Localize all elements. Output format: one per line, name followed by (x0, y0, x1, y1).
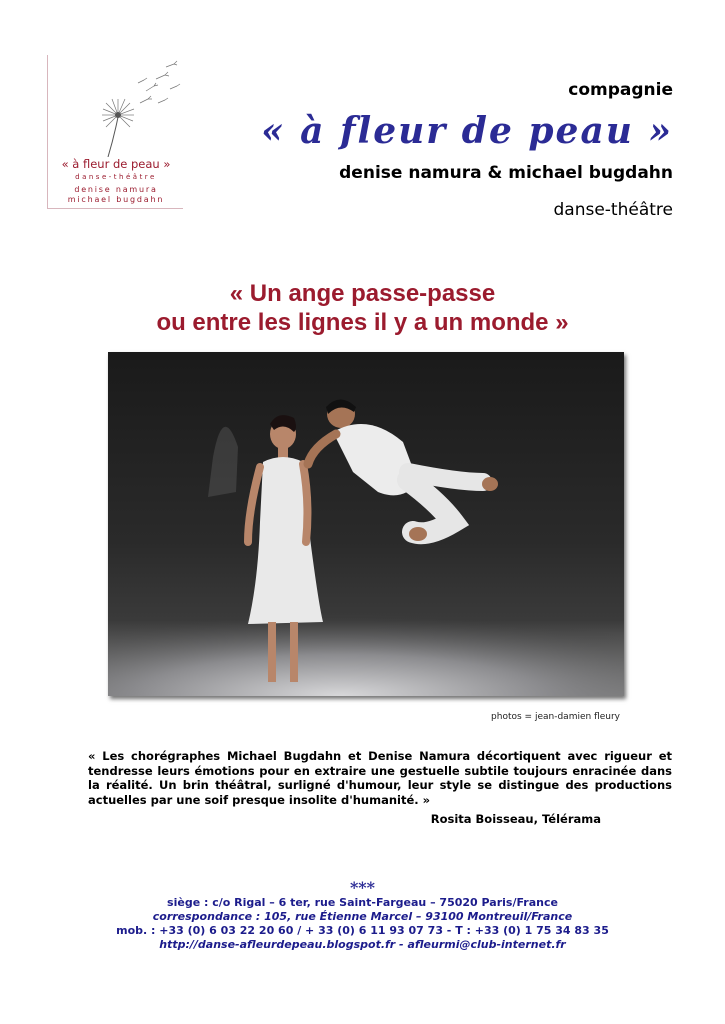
logo-title: « à fleur de peau » (61, 157, 171, 171)
footer-web-link[interactable]: http://danse-afleurdepeau.blogspot.fr - afleurmi@club-internet.fr (159, 938, 566, 951)
logo-name-1: denise namura (74, 185, 158, 194)
company-logo (47, 55, 183, 209)
compagnie-label: compagnie (568, 80, 673, 100)
logo-subtitle: danse-théâtre (75, 173, 157, 181)
quote-author: Rosita Boisseau, Télérama (430, 812, 601, 826)
logo-name-2: michael bugdahn (67, 195, 165, 204)
performance-photo (108, 352, 624, 696)
press-quote: « Les chorégraphes Michael Bugdahn et Denise Namura décortiquent avec rigueur et tendresse leurs émotions pour en extraire une gestuelle subtile toujours enracinée dans la réalité. Un brin théâtral, surligné d'humour, leur style se distingue des productions actuelles par une soif presque insolite d'humanité. » (88, 749, 672, 807)
photo-credit: photos = jean-damien fleury (491, 712, 620, 722)
logo-names (52, 185, 180, 205)
show-title-line-2: ou entre les lignes il y a un monde » (156, 309, 569, 336)
company-name: « à fleur de peau » (261, 110, 673, 152)
show-title-line-1: « Un ange passe-passe (229, 280, 496, 307)
footer-phones: mob. : +33 (0) 6 03 22 20 60 / + 33 (0) 6 11 93 07 73 - T : +33 (0) 1 75 34 83 35 (116, 924, 609, 937)
separator-stars: *** (349, 878, 376, 897)
footer-correspondance: correspondance : 105, rue Étienne Marcel – 93100 Montreuil/France (152, 910, 573, 923)
footer-siege: siège : c/o Rigal – 6 ter, rue Saint-Fargeau – 75020 Paris/France (167, 896, 558, 909)
dandelion-icon (78, 57, 184, 157)
genre: danse-théâtre (553, 200, 673, 220)
authors: denise namura & michael bugdahn (339, 163, 673, 183)
